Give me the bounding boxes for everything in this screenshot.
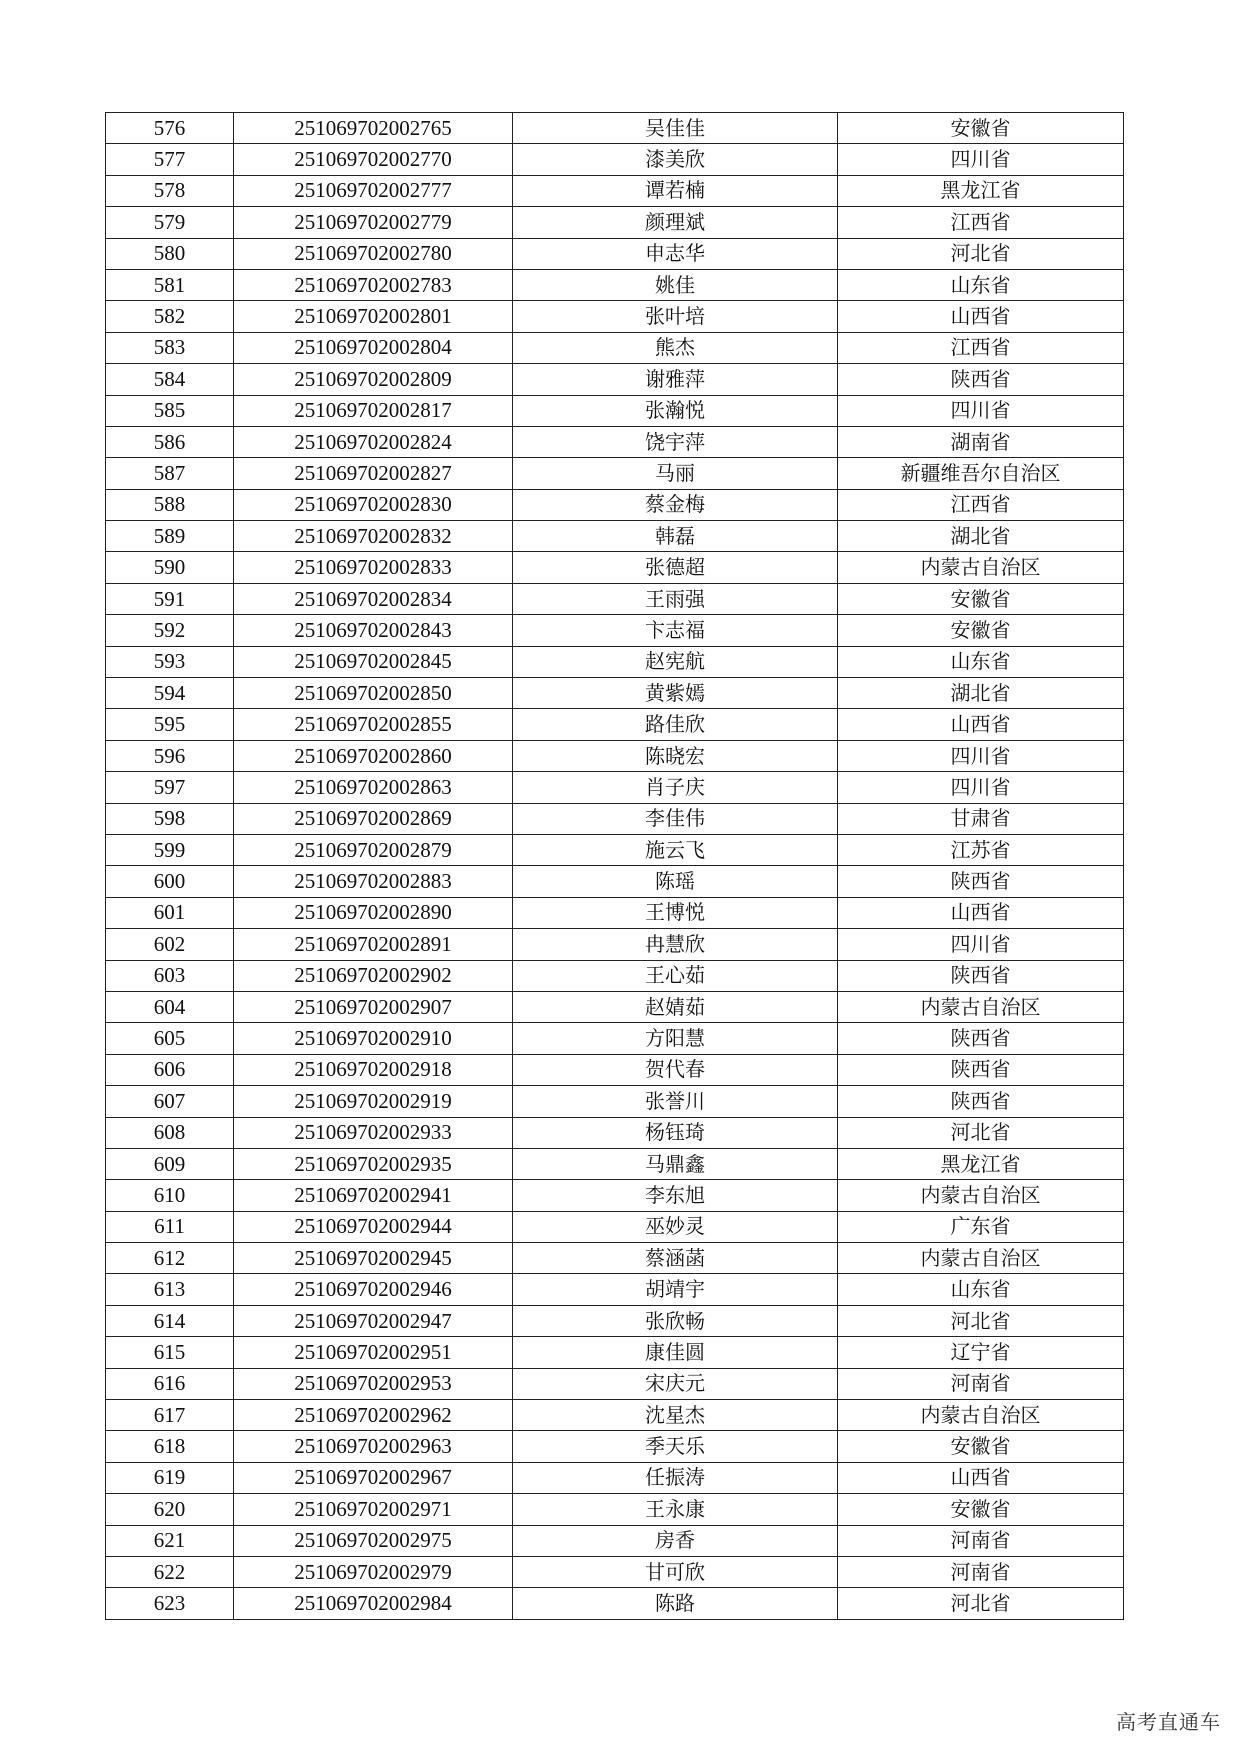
candidate-name-cell: 施云飞 <box>513 834 838 865</box>
candidate-name-cell: 王博悦 <box>513 897 838 928</box>
candidate-name-cell: 沈星杰 <box>513 1400 838 1431</box>
candidate-id-cell: 251069702002770 <box>234 144 513 175</box>
candidate-name-cell: 马鼎鑫 <box>513 1148 838 1179</box>
table-row <box>106 552 1124 583</box>
row-number-cell: 606 <box>106 1054 234 1085</box>
candidate-id-cell: 251069702002967 <box>234 1462 513 1493</box>
table-row <box>106 269 1124 300</box>
candidate-name-cell: 韩磊 <box>513 521 838 552</box>
candidate-name-cell: 吴佳佳 <box>513 113 838 144</box>
province-cell: 江西省 <box>838 207 1124 238</box>
candidate-name-cell: 赵宪航 <box>513 646 838 677</box>
table-row <box>106 1368 1124 1399</box>
candidate-id-cell: 251069702002907 <box>234 991 513 1022</box>
row-number-cell: 578 <box>106 175 234 206</box>
province-cell: 河南省 <box>838 1556 1124 1587</box>
candidate-name-cell: 方阳慧 <box>513 1023 838 1054</box>
candidate-id-cell: 251069702002833 <box>234 552 513 583</box>
row-number-cell: 607 <box>106 1086 234 1117</box>
candidate-id-cell: 251069702002953 <box>234 1368 513 1399</box>
candidate-id-cell: 251069702002869 <box>234 803 513 834</box>
candidate-id-cell: 251069702002975 <box>234 1525 513 1556</box>
candidate-id-cell: 251069702002777 <box>234 175 513 206</box>
candidate-id-cell: 251069702002817 <box>234 395 513 426</box>
table-row <box>106 1588 1124 1619</box>
table-row <box>106 458 1124 489</box>
province-cell: 四川省 <box>838 395 1124 426</box>
row-number-cell: 616 <box>106 1368 234 1399</box>
row-number-cell: 581 <box>106 269 234 300</box>
table-row <box>106 991 1124 1022</box>
row-number-cell: 585 <box>106 395 234 426</box>
candidate-id-cell: 251069702002933 <box>234 1117 513 1148</box>
candidate-id-cell: 251069702002834 <box>234 583 513 614</box>
row-number-cell: 613 <box>106 1274 234 1305</box>
province-cell: 内蒙古自治区 <box>838 991 1124 1022</box>
candidate-name-cell: 王雨强 <box>513 583 838 614</box>
province-cell: 陕西省 <box>838 1023 1124 1054</box>
candidate-name-cell: 张德超 <box>513 552 838 583</box>
table-row <box>106 740 1124 771</box>
table-row <box>106 1117 1124 1148</box>
candidate-id-cell: 251069702002945 <box>234 1243 513 1274</box>
candidate-id-cell: 251069702002783 <box>234 269 513 300</box>
roster-body <box>106 113 1124 1620</box>
candidate-id-cell: 251069702002830 <box>234 489 513 520</box>
table-row <box>106 960 1124 991</box>
row-number-cell: 611 <box>106 1211 234 1242</box>
candidate-name-cell: 康佳圆 <box>513 1337 838 1368</box>
table-row <box>106 1211 1124 1242</box>
province-cell: 四川省 <box>838 929 1124 960</box>
province-cell: 安徽省 <box>838 615 1124 646</box>
candidate-name-cell: 甘可欣 <box>513 1556 838 1587</box>
candidate-name-cell: 房香 <box>513 1525 838 1556</box>
row-number-cell: 604 <box>106 991 234 1022</box>
candidate-name-cell: 张誉川 <box>513 1086 838 1117</box>
candidate-name-cell: 张叶培 <box>513 301 838 332</box>
province-cell: 河南省 <box>838 1368 1124 1399</box>
candidate-name-cell: 王永康 <box>513 1494 838 1525</box>
row-number-cell: 579 <box>106 207 234 238</box>
province-cell: 黑龙江省 <box>838 1148 1124 1179</box>
candidate-name-cell: 赵婧茹 <box>513 991 838 1022</box>
candidate-name-cell: 卞志福 <box>513 615 838 646</box>
candidate-name-cell: 李佳伟 <box>513 803 838 834</box>
candidate-id-cell: 251069702002843 <box>234 615 513 646</box>
table-row <box>106 897 1124 928</box>
province-cell: 湖南省 <box>838 426 1124 457</box>
row-number-cell: 621 <box>106 1525 234 1556</box>
candidate-id-cell: 251069702002910 <box>234 1023 513 1054</box>
row-number-cell: 600 <box>106 866 234 897</box>
table-row <box>106 1148 1124 1179</box>
table-row <box>106 1023 1124 1054</box>
table-row <box>106 678 1124 709</box>
candidate-id-cell: 251069702002779 <box>234 207 513 238</box>
row-number-cell: 590 <box>106 552 234 583</box>
row-number-cell: 598 <box>106 803 234 834</box>
candidate-id-cell: 251069702002804 <box>234 332 513 363</box>
candidate-id-cell: 251069702002860 <box>234 740 513 771</box>
province-cell: 陕西省 <box>838 364 1124 395</box>
row-number-cell: 580 <box>106 238 234 269</box>
row-number-cell: 594 <box>106 678 234 709</box>
candidate-id-cell: 251069702002935 <box>234 1148 513 1179</box>
candidate-id-cell: 251069702002845 <box>234 646 513 677</box>
row-number-cell: 605 <box>106 1023 234 1054</box>
table-row <box>106 1305 1124 1336</box>
table-row <box>106 301 1124 332</box>
candidate-id-cell: 251069702002879 <box>234 834 513 865</box>
province-cell: 河南省 <box>838 1525 1124 1556</box>
table-row <box>106 834 1124 865</box>
row-number-cell: 620 <box>106 1494 234 1525</box>
candidate-id-cell: 251069702002780 <box>234 238 513 269</box>
row-number-cell: 591 <box>106 583 234 614</box>
candidate-id-cell: 251069702002891 <box>234 929 513 960</box>
table-row <box>106 1462 1124 1493</box>
row-number-cell: 622 <box>106 1556 234 1587</box>
province-cell: 山西省 <box>838 709 1124 740</box>
province-cell: 江西省 <box>838 489 1124 520</box>
candidate-id-cell: 251069702002883 <box>234 866 513 897</box>
candidate-name-cell: 蔡涵菡 <box>513 1243 838 1274</box>
row-number-cell: 583 <box>106 332 234 363</box>
province-cell: 湖北省 <box>838 521 1124 552</box>
province-cell: 山东省 <box>838 1274 1124 1305</box>
candidate-name-cell: 漆美欣 <box>513 144 838 175</box>
table-row <box>106 646 1124 677</box>
table-row <box>106 1525 1124 1556</box>
province-cell: 陕西省 <box>838 960 1124 991</box>
table-row <box>106 426 1124 457</box>
candidate-name-cell: 蔡金梅 <box>513 489 838 520</box>
candidate-name-cell: 姚佳 <box>513 269 838 300</box>
province-cell: 四川省 <box>838 740 1124 771</box>
candidate-id-cell: 251069702002979 <box>234 1556 513 1587</box>
province-cell: 山东省 <box>838 646 1124 677</box>
table-row <box>106 395 1124 426</box>
candidate-name-cell: 申志华 <box>513 238 838 269</box>
candidate-name-cell: 李东旭 <box>513 1180 838 1211</box>
candidate-name-cell: 黄紫嫣 <box>513 678 838 709</box>
candidate-id-cell: 251069702002918 <box>234 1054 513 1085</box>
province-cell: 甘肃省 <box>838 803 1124 834</box>
candidate-id-cell: 251069702002947 <box>234 1305 513 1336</box>
candidate-id-cell: 251069702002902 <box>234 960 513 991</box>
candidate-name-cell: 颜理斌 <box>513 207 838 238</box>
candidate-name-cell: 马丽 <box>513 458 838 489</box>
province-cell: 山西省 <box>838 897 1124 928</box>
row-number-cell: 587 <box>106 458 234 489</box>
table-row <box>106 866 1124 897</box>
candidate-id-cell: 251069702002827 <box>234 458 513 489</box>
candidate-id-cell: 251069702002963 <box>234 1431 513 1462</box>
candidate-id-cell: 251069702002765 <box>234 113 513 144</box>
candidate-name-cell: 季天乐 <box>513 1431 838 1462</box>
candidate-name-cell: 谢雅萍 <box>513 364 838 395</box>
province-cell: 内蒙古自治区 <box>838 1400 1124 1431</box>
table-row <box>106 583 1124 614</box>
province-cell: 内蒙古自治区 <box>838 1180 1124 1211</box>
candidate-name-cell: 熊杰 <box>513 332 838 363</box>
candidate-name-cell: 冉慧欣 <box>513 929 838 960</box>
candidate-id-cell: 251069702002890 <box>234 897 513 928</box>
table-row <box>106 364 1124 395</box>
candidate-id-cell: 251069702002944 <box>234 1211 513 1242</box>
province-cell: 陕西省 <box>838 866 1124 897</box>
candidate-name-cell: 张瀚悦 <box>513 395 838 426</box>
row-number-cell: 619 <box>106 1462 234 1493</box>
province-cell: 山东省 <box>838 269 1124 300</box>
row-number-cell: 577 <box>106 144 234 175</box>
table-row <box>106 929 1124 960</box>
candidate-id-cell: 251069702002984 <box>234 1588 513 1619</box>
row-number-cell: 612 <box>106 1243 234 1274</box>
table-row <box>106 709 1124 740</box>
candidate-name-cell: 贺代春 <box>513 1054 838 1085</box>
candidate-name-cell: 胡靖宇 <box>513 1274 838 1305</box>
row-number-cell: 614 <box>106 1305 234 1336</box>
table-row <box>106 1243 1124 1274</box>
province-cell: 四川省 <box>838 144 1124 175</box>
table-row <box>106 1431 1124 1462</box>
province-cell: 河北省 <box>838 1305 1124 1336</box>
candidate-id-cell: 251069702002971 <box>234 1494 513 1525</box>
province-cell: 湖北省 <box>838 678 1124 709</box>
province-cell: 新疆维吾尔自治区 <box>838 458 1124 489</box>
province-cell: 广东省 <box>838 1211 1124 1242</box>
table-row <box>106 615 1124 646</box>
candidate-id-cell: 251069702002919 <box>234 1086 513 1117</box>
table-row <box>106 772 1124 803</box>
province-cell: 河北省 <box>838 1588 1124 1619</box>
province-cell: 内蒙古自治区 <box>838 1243 1124 1274</box>
candidate-id-cell: 251069702002855 <box>234 709 513 740</box>
row-number-cell: 592 <box>106 615 234 646</box>
candidate-id-cell: 251069702002809 <box>234 364 513 395</box>
candidate-name-cell: 任振涛 <box>513 1462 838 1493</box>
table-row <box>106 207 1124 238</box>
table-row <box>106 489 1124 520</box>
row-number-cell: 603 <box>106 960 234 991</box>
province-cell: 四川省 <box>838 772 1124 803</box>
province-cell: 辽宁省 <box>838 1337 1124 1368</box>
candidate-id-cell: 251069702002850 <box>234 678 513 709</box>
candidate-id-cell: 251069702002941 <box>234 1180 513 1211</box>
row-number-cell: 615 <box>106 1337 234 1368</box>
table-row <box>106 1337 1124 1368</box>
candidate-id-cell: 251069702002801 <box>234 301 513 332</box>
candidate-name-cell: 杨钰琦 <box>513 1117 838 1148</box>
row-number-cell: 596 <box>106 740 234 771</box>
table-row <box>106 803 1124 834</box>
row-number-cell: 589 <box>106 521 234 552</box>
row-number-cell: 593 <box>106 646 234 677</box>
row-number-cell: 597 <box>106 772 234 803</box>
candidate-name-cell: 谭若楠 <box>513 175 838 206</box>
candidate-name-cell: 路佳欣 <box>513 709 838 740</box>
table-row <box>106 1400 1124 1431</box>
row-number-cell: 582 <box>106 301 234 332</box>
row-number-cell: 617 <box>106 1400 234 1431</box>
row-number-cell: 623 <box>106 1588 234 1619</box>
candidate-name-cell: 张欣畅 <box>513 1305 838 1336</box>
candidate-id-cell: 251069702002863 <box>234 772 513 803</box>
table-row <box>106 144 1124 175</box>
roster-table <box>105 112 1124 1620</box>
row-number-cell: 610 <box>106 1180 234 1211</box>
candidate-name-cell: 饶宇萍 <box>513 426 838 457</box>
candidate-id-cell: 251069702002832 <box>234 521 513 552</box>
table-row <box>106 1054 1124 1085</box>
province-cell: 山西省 <box>838 301 1124 332</box>
province-cell: 江苏省 <box>838 834 1124 865</box>
table-row <box>106 175 1124 206</box>
watermark-text: 高考直通车 <box>1116 1710 1221 1734</box>
candidate-id-cell: 251069702002962 <box>234 1400 513 1431</box>
row-number-cell: 595 <box>106 709 234 740</box>
table-row <box>106 113 1124 144</box>
row-number-cell: 584 <box>106 364 234 395</box>
province-cell: 河北省 <box>838 1117 1124 1148</box>
table-row <box>106 1556 1124 1587</box>
row-number-cell: 586 <box>106 426 234 457</box>
row-number-cell: 618 <box>106 1431 234 1462</box>
roster-sheet <box>105 112 1123 1620</box>
candidate-name-cell: 陈晓宏 <box>513 740 838 771</box>
candidate-name-cell: 王心茹 <box>513 960 838 991</box>
province-cell: 安徽省 <box>838 1494 1124 1525</box>
province-cell: 安徽省 <box>838 1431 1124 1462</box>
province-cell: 河北省 <box>838 238 1124 269</box>
table-row <box>106 1494 1124 1525</box>
candidate-name-cell: 肖子庆 <box>513 772 838 803</box>
row-number-cell: 609 <box>106 1148 234 1179</box>
candidate-name-cell: 陈瑶 <box>513 866 838 897</box>
province-cell: 内蒙古自治区 <box>838 552 1124 583</box>
table-row <box>106 521 1124 552</box>
table-row <box>106 238 1124 269</box>
row-number-cell: 576 <box>106 113 234 144</box>
table-row <box>106 1180 1124 1211</box>
row-number-cell: 601 <box>106 897 234 928</box>
table-row <box>106 332 1124 363</box>
candidate-id-cell: 251069702002951 <box>234 1337 513 1368</box>
candidate-id-cell: 251069702002824 <box>234 426 513 457</box>
province-cell: 黑龙江省 <box>838 175 1124 206</box>
candidate-name-cell: 陈路 <box>513 1588 838 1619</box>
province-cell: 陕西省 <box>838 1086 1124 1117</box>
row-number-cell: 608 <box>106 1117 234 1148</box>
province-cell: 陕西省 <box>838 1054 1124 1085</box>
row-number-cell: 588 <box>106 489 234 520</box>
province-cell: 山西省 <box>838 1462 1124 1493</box>
province-cell: 安徽省 <box>838 113 1124 144</box>
row-number-cell: 599 <box>106 834 234 865</box>
candidate-name-cell: 巫妙灵 <box>513 1211 838 1242</box>
table-row <box>106 1086 1124 1117</box>
row-number-cell: 602 <box>106 929 234 960</box>
province-cell: 安徽省 <box>838 583 1124 614</box>
table-row <box>106 1274 1124 1305</box>
candidate-name-cell: 宋庆元 <box>513 1368 838 1399</box>
province-cell: 江西省 <box>838 332 1124 363</box>
candidate-id-cell: 251069702002946 <box>234 1274 513 1305</box>
